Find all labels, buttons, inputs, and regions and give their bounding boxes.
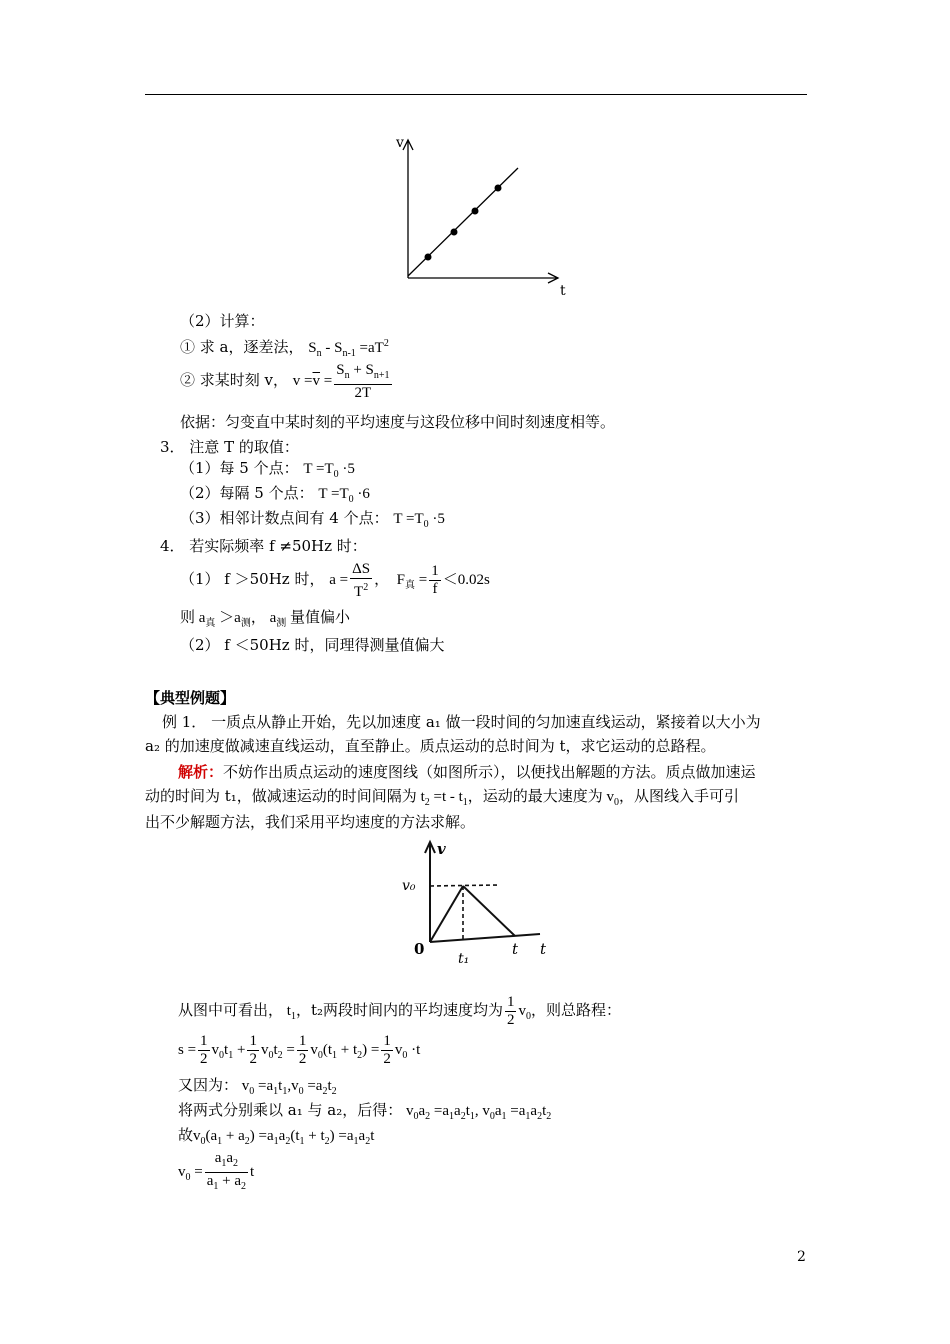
note-T-item-text: （2）每隔 5 个点： xyxy=(180,484,314,502)
solution-line1-a: 从图中可看出， xyxy=(178,1001,284,1019)
data-point xyxy=(425,254,432,261)
formula-instant-velocity: $v =\overline{v}$ = $\frac{S_n + S_{n+1}}{2T}$ xyxy=(292,361,390,401)
analysis-line3: 出不少解题方法，我们采用平均速度的方法求解。 xyxy=(145,813,476,831)
analysis-line2-b: ，运动的最大速度为 xyxy=(467,787,603,805)
solution-line5 xyxy=(178,1125,374,1152)
solution-line4-a: 将两式分别乘以 a₁ 与 a₂，后得： xyxy=(178,1101,403,1119)
formula-v0-relations: $v_0 =a_1t_1,v_0 =a_2t_2$ xyxy=(238,1078,337,1097)
note-T-item xyxy=(180,483,370,510)
vt-graph-linear xyxy=(380,130,590,300)
solution-line5-prefix: 故 xyxy=(178,1126,194,1144)
decel-segment xyxy=(463,886,515,936)
note-T-item-text: （1）每 5 个点： xyxy=(180,459,299,477)
data-point xyxy=(451,229,458,236)
formula-t2: $t_2 =t - t_1$ xyxy=(416,789,468,808)
data-point xyxy=(472,208,479,215)
t-label: t xyxy=(512,940,519,958)
formula-successive-difference: $S_n - S_{n-1} =aT^2$ xyxy=(308,338,389,359)
note-T-item xyxy=(180,458,355,485)
multiplier: 5 xyxy=(437,511,445,527)
formula-v0: $v_0$ xyxy=(602,789,620,808)
calc-item1-text: ① 求 a，逐差法， xyxy=(180,338,304,356)
calc-heading: （2）计算： xyxy=(180,312,265,330)
solution-line3-prefix: 又因为： xyxy=(178,1076,239,1094)
origin-label: 0 xyxy=(414,940,425,958)
page-number: 2 xyxy=(797,1249,806,1265)
analysis-line2 xyxy=(145,786,739,813)
freq-case1-tail: ＜0.02s xyxy=(442,572,490,588)
formula-T: $T =T_0 \cdot 5$ xyxy=(303,461,355,480)
vt-graph-triangle xyxy=(400,838,560,973)
formula-multiplied: $v_0a_2 =a_1a_2t_1$, $v_0a_1 =a_1a_2t_2$ xyxy=(402,1103,552,1122)
t1-label: t₁ xyxy=(458,951,470,967)
note-T-item-text: （3）相邻计数点间有 4 个点： xyxy=(180,509,389,527)
freq-result1-text: 量值偏小 xyxy=(290,608,351,626)
multiplier: 5 xyxy=(347,461,355,477)
examples-heading: 【典型例题】 xyxy=(145,689,236,707)
analysis-label: 解析： xyxy=(178,763,224,781)
formula-acceleration: a = $\frac{\Delta S}{T^2}$ ， $F_真$ = $\frac{1}{f}$ xyxy=(329,560,439,600)
header-rule xyxy=(145,94,807,95)
formula-comparison: 则 $a_真 >a_测$， $a_测$ xyxy=(180,610,287,629)
freq-result1 xyxy=(180,607,350,634)
solution-line1-b: ，t₂两段时间内的平均速度均为 xyxy=(295,1001,503,1019)
multiplier: 6 xyxy=(362,486,370,502)
formula-v0-result: $v_0$ = $\frac{a_1a_2}{a_1 + a_2}$ t xyxy=(178,1150,255,1193)
calc-item2 xyxy=(180,360,394,402)
freq-case1 xyxy=(180,558,490,607)
fit-line xyxy=(408,168,518,276)
analysis-line2-a: 动的时间为 t₁，做减速运动的时间间隔为 xyxy=(145,787,417,805)
freq-heading: 4． 若实际频率 f ≠50Hz 时： xyxy=(160,537,367,555)
v0-label: v₀ xyxy=(402,878,416,894)
t-axis-label: t xyxy=(540,940,547,958)
analysis-line2-c: ，从图线入手可引 xyxy=(619,787,740,805)
analysis-line1 xyxy=(178,762,756,782)
freq-case1-prefix: （1） f ＞50Hz 时， xyxy=(180,570,325,588)
freq-case2: （2） f ＜50Hz 时，同理得测量值偏大 xyxy=(180,636,445,654)
x-axis-label: t xyxy=(560,283,566,299)
data-point xyxy=(495,185,502,192)
solution-line4 xyxy=(178,1100,551,1127)
formula-total-distance: s = $\frac{1}{2}$ $v_0t_1$ + $\frac{1}{2}$ $v_0t_2$ = $\frac{1}{2}$ $v_0(t_1 + t_2)$ = $\frac{1}{2}$ $v_0 \cdot t$ xyxy=(178,1033,421,1068)
formula-half-v0: $\frac{1}{2}$ $v_0$ xyxy=(506,994,531,1029)
example1-line2: a₂ 的加速度做减速直线运动，直至静止。质点运动的总时间为 t，求它运动的总路程。 xyxy=(145,737,716,755)
formula-T: $T =T_0 \cdot 5$ xyxy=(393,511,445,530)
note-T-heading: 3． 注意 T 的取值： xyxy=(160,438,299,456)
note-T-item xyxy=(180,508,445,535)
formula-t1: $t_1$ xyxy=(283,1003,296,1022)
v-label: v xyxy=(437,840,446,858)
example1-line1: 例 1． 一质点从静止开始，先以加速度 a₁ 做一段时间的匀加速直线运动，紧接着以大小为 xyxy=(162,713,761,731)
analysis-line1-text: 不妨作出质点运动的速度图线（如图所示），以便找出解题的方法。质点做加速运 xyxy=(223,763,756,781)
solution-line1-c: ，则总路程： xyxy=(530,1001,621,1019)
t-axis xyxy=(430,934,540,942)
formula-T: $T =T_0 \cdot 6$ xyxy=(318,486,370,505)
calc-basis: 依据：匀变直中某时刻的平均速度与这段位移中间时刻速度相等。 xyxy=(180,413,616,431)
calc-item2-text: ② 求某时刻 v， xyxy=(180,371,289,389)
solution-line3 xyxy=(178,1075,337,1102)
y-axis-label: v xyxy=(396,135,404,151)
accel-segment xyxy=(430,886,463,942)
formula-sum: $v_0(a_1 + a_2) =a_1a_2(t_1 + t_2) =a_1a_2t$ xyxy=(193,1128,375,1147)
